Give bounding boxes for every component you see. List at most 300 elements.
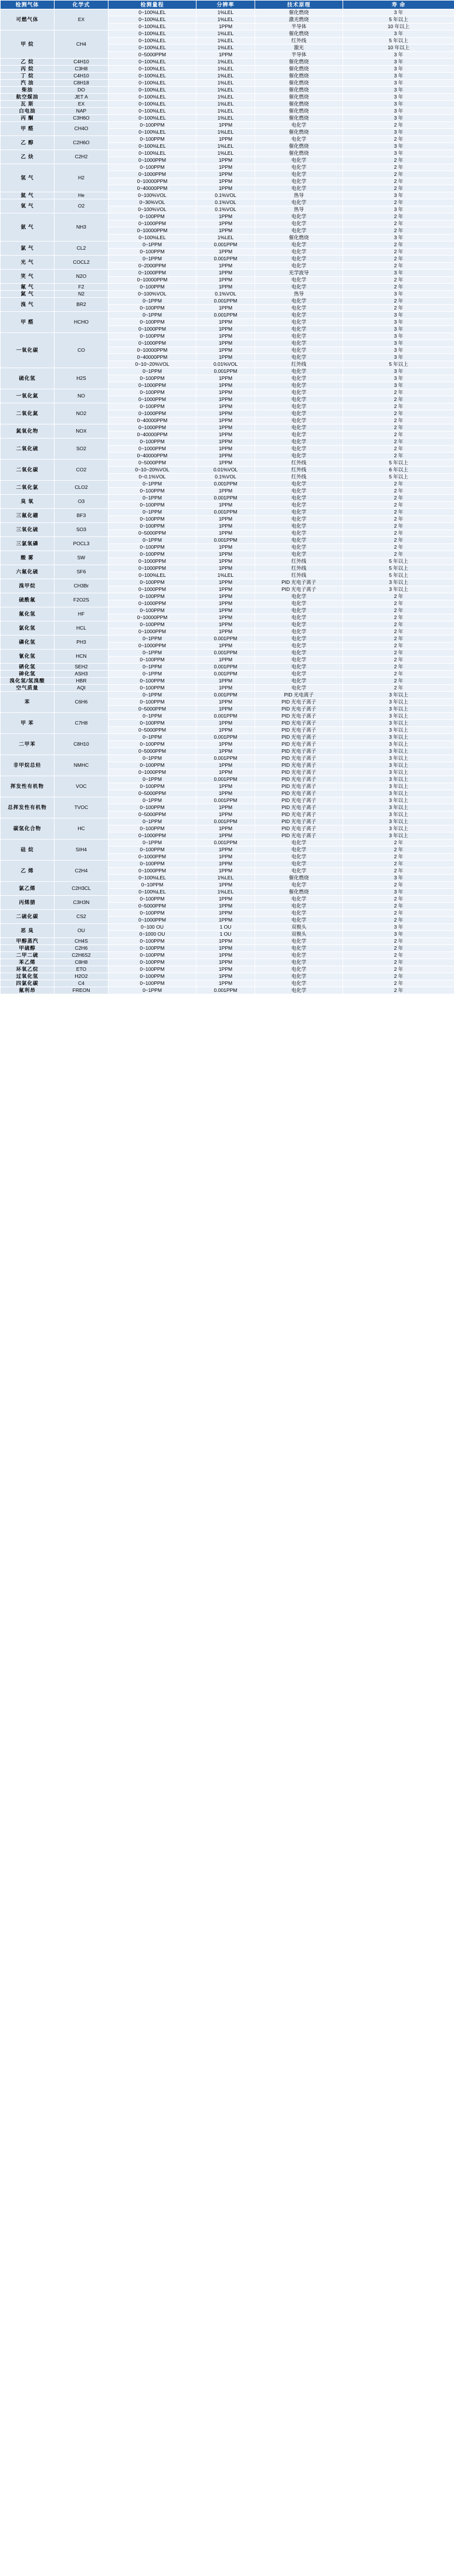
lifetime-cell: 2 年 (343, 917, 454, 924)
technology-cell: 催化燃烧 (255, 59, 343, 66)
lifetime-cell: 3 年 (343, 143, 454, 150)
gas-name-cell: 氯 气 (1, 242, 55, 256)
detection-range-cell: 0~1PPM (109, 734, 196, 741)
detection-range-cell: 0~100PPM (109, 284, 196, 291)
detection-range-cell: 0~1000PPM (109, 854, 196, 861)
resolution-cell: 0.001PPM (196, 256, 255, 263)
technology-cell: 电化学 (255, 284, 343, 291)
detection-range-cell: 0~100%LEL (109, 73, 196, 80)
lifetime-cell: 2 年 (343, 298, 454, 305)
chemical-formula-cell: C8H18 (55, 80, 109, 87)
gas-name-cell: 丙烯腈 (1, 896, 55, 910)
resolution-cell: 1PPM (196, 382, 255, 389)
detection-range-cell: 0~100PPM (109, 488, 196, 495)
technology-cell: 催化燃烧 (255, 143, 343, 150)
gas-name-cell: 氟利昂 (1, 987, 55, 994)
technology-cell: 电化学 (255, 326, 343, 333)
resolution-cell: 1%LEL (196, 889, 255, 896)
table-row (1, 650, 454, 657)
detection-range-cell: 0~5000PPM (109, 811, 196, 818)
resolution-cell: 0.001PPM (196, 797, 255, 804)
technology-cell: 电化学 (255, 537, 343, 544)
gas-name-cell: 甲 醛 (1, 122, 55, 136)
resolution-cell: 1%LEL (196, 38, 255, 45)
technology-cell: 电化学 (255, 509, 343, 516)
lifetime-cell: 2 年 (343, 164, 454, 171)
table-row (1, 551, 454, 558)
technology-cell: 电化学 (255, 643, 343, 650)
detection-range-cell: 0~1PPM (109, 987, 196, 994)
resolution-cell: 0.001PPM (196, 987, 255, 994)
technology-cell: PID 光电子离子 (255, 734, 343, 741)
technology-cell: 催化燃烧 (255, 80, 343, 87)
lifetime-cell: 3 年以上 (343, 818, 454, 825)
table-row (1, 840, 454, 847)
technology-cell: 催化燃烧 (255, 30, 343, 38)
lifetime-cell: 3 年 (343, 129, 454, 136)
table-row (1, 291, 454, 298)
detection-range-cell: 0~100%LEL (109, 16, 196, 23)
detection-range-cell: 0~1000PPM (109, 558, 196, 565)
technology-cell: 电化学 (255, 495, 343, 502)
detection-range-cell: 0~1PPM (109, 818, 196, 825)
detection-range-cell: 0~1000PPM (109, 769, 196, 776)
detection-range-cell: 0~100PPM (109, 523, 196, 530)
lifetime-cell: 5 年以上 (343, 361, 454, 368)
technology-cell: 电化学 (255, 242, 343, 249)
lifetime-cell: 2 年 (343, 980, 454, 987)
lifetime-cell: 3 年 (343, 347, 454, 354)
technology-cell: 电化学 (255, 157, 343, 164)
gas-name-cell: 硫化氢 (1, 368, 55, 389)
table-row (1, 481, 454, 488)
detection-range-cell: 0~100 OU (109, 924, 196, 931)
detection-range-cell: 0~100PPM (109, 439, 196, 446)
detection-range-cell: 0~100PPM (109, 333, 196, 340)
table-header (1, 1, 454, 9)
gas-name-cell: 甲 苯 (1, 713, 55, 734)
technology-cell: 光学波导 (255, 270, 343, 277)
detection-range-cell: 0~1000PPM (109, 396, 196, 403)
technology-cell: 电化学 (255, 502, 343, 509)
table-row (1, 164, 454, 171)
detection-range-cell: 0~100PPM (109, 804, 196, 811)
chemical-formula-cell: HF (55, 607, 109, 621)
resolution-cell: 1PPM (196, 565, 255, 572)
lifetime-cell: 2 年 (343, 227, 454, 235)
lifetime-cell: 3 年 (343, 924, 454, 931)
detection-range-cell: 0~100%LEL (109, 875, 196, 882)
lifetime-cell: 2 年 (343, 854, 454, 861)
lifetime-cell: 2 年 (343, 439, 454, 446)
resolution-cell: 1PPM (196, 607, 255, 614)
resolution-cell: 0.01%VOL (196, 361, 255, 368)
technology-cell: 电化学 (255, 671, 343, 678)
lifetime-cell: 3 年 (343, 319, 454, 326)
detection-range-cell: 0~100PPM (109, 502, 196, 509)
table-row (1, 368, 454, 375)
resolution-cell: 0.001PPM (196, 755, 255, 762)
detection-range-cell: 0~100PPM (109, 621, 196, 628)
detection-range-cell: 0~1000PPM (109, 157, 196, 164)
technology-cell: 电化学 (255, 488, 343, 495)
lifetime-cell: 3 年以上 (343, 790, 454, 797)
table-row (1, 797, 454, 804)
lifetime-cell: 2 年 (343, 396, 454, 403)
technology-cell: 电化学 (255, 600, 343, 607)
gas-name-cell: 溴 气 (1, 298, 55, 312)
detection-range-cell: 0~100PPM (109, 945, 196, 952)
detection-range-cell: 0~100PPM (109, 720, 196, 727)
chemical-formula-cell: C8H8 (55, 959, 109, 966)
lifetime-cell: 3 年 (343, 66, 454, 73)
table-body (1, 9, 454, 994)
technology-cell: PID 光电子离子 (255, 741, 343, 748)
technology-cell: 电化学 (255, 854, 343, 861)
technology-cell: 电化学 (255, 178, 343, 185)
resolution-cell: 1PPM (196, 431, 255, 439)
chemical-formula-cell: C4H10 (55, 59, 109, 66)
technology-cell: 电化学 (255, 628, 343, 635)
technology-cell: 红外线 (255, 460, 343, 467)
technology-cell: 电化学 (255, 171, 343, 178)
resolution-cell: 1PPM (196, 389, 255, 396)
detection-range-cell: 0~100%LEL (109, 87, 196, 94)
table-row (1, 115, 454, 122)
chemical-formula-cell: CL2 (55, 242, 109, 256)
lifetime-cell: 2 年 (343, 973, 454, 980)
lifetime-cell: 2 年 (343, 136, 454, 143)
lifetime-cell: 2 年 (343, 277, 454, 284)
resolution-cell: 1PPM (196, 643, 255, 650)
resolution-cell: 1%LEL (196, 101, 255, 108)
gas-name-cell: 六氟化硫 (1, 565, 55, 579)
gas-name-cell: 氯乙烯 (1, 882, 55, 896)
resolution-cell: 1PPM (196, 249, 255, 256)
technology-cell: 电化学 (255, 635, 343, 643)
detection-range-cell: 0~1000PPM (109, 600, 196, 607)
lifetime-cell: 3 年 (343, 52, 454, 59)
table-row (1, 692, 454, 699)
resolution-cell: 0.001PPM (196, 664, 255, 671)
lifetime-cell: 2 年 (343, 446, 454, 453)
lifetime-cell: 3 年以上 (343, 825, 454, 832)
detection-range-cell: 0~100%LEL (109, 30, 196, 38)
lifetime-cell: 2 年 (343, 417, 454, 424)
resolution-cell: 1PPM (196, 832, 255, 840)
technology-cell: 电化学 (255, 375, 343, 382)
detection-range-cell: 0~100%LEL (109, 115, 196, 122)
resolution-cell: 1PPM (196, 945, 255, 952)
table-row (1, 537, 454, 544)
technology-cell: 电化学 (255, 396, 343, 403)
chemical-formula-cell: BF3 (55, 509, 109, 523)
technology-cell: 电化学 (255, 868, 343, 875)
technology-cell: PID 光电子离子 (255, 586, 343, 593)
technology-cell: 电化学 (255, 319, 343, 326)
resolution-cell: 1%LEL (196, 66, 255, 73)
lifetime-cell: 2 年 (343, 952, 454, 959)
chemical-formula-cell: O3 (55, 495, 109, 509)
lifetime-cell: 5 年以上 (343, 16, 454, 23)
technology-cell: 催化燃烧 (255, 94, 343, 101)
technology-cell: 半导体 (255, 52, 343, 59)
resolution-cell: 1PPM (196, 600, 255, 607)
detection-range-cell: 0~100PPM (109, 579, 196, 586)
lifetime-cell: 2 年 (343, 678, 454, 685)
resolution-cell: 1PPM (196, 333, 255, 340)
technology-cell: 电化学 (255, 424, 343, 431)
table-row (1, 256, 454, 263)
technology-cell: 催化燃烧 (255, 875, 343, 882)
gas-name-cell: 非甲烷总烃 (1, 755, 55, 776)
resolution-cell: 1PPM (196, 227, 255, 235)
detection-range-cell: 0~100PPM (109, 136, 196, 143)
resolution-cell: 1PPM (196, 185, 255, 192)
lifetime-cell: 2 年 (343, 220, 454, 227)
resolution-cell: 1PPM (196, 178, 255, 185)
resolution-cell: 0.001PPM (196, 818, 255, 825)
table-row (1, 312, 454, 319)
table-row (1, 389, 454, 396)
resolution-cell: 1PPM (196, 270, 255, 277)
detection-range-cell: 0~100%LEL (109, 9, 196, 16)
resolution-cell: 0.1%VOL (196, 474, 255, 481)
resolution-cell: 1PPM (196, 23, 255, 30)
chemical-formula-cell: F2O2S (55, 593, 109, 607)
table-row (1, 73, 454, 80)
technology-cell: 电化学 (255, 966, 343, 973)
detection-range-cell: 0~10000PPM (109, 347, 196, 354)
detection-range-cell: 0~100%LEL (109, 101, 196, 108)
table-row (1, 924, 454, 931)
chemical-formula-cell: F2 (55, 284, 109, 291)
detection-range-cell: 0~100%LEL (109, 572, 196, 579)
resolution-cell: 1PPM (196, 446, 255, 453)
table-row (1, 579, 454, 586)
chemical-formula-cell: JET A (55, 94, 109, 101)
lifetime-cell: 2 年 (343, 502, 454, 509)
lifetime-cell: 2 年 (343, 403, 454, 410)
technology-cell: 电化学 (255, 263, 343, 270)
detection-range-cell: 0~100%LEL (109, 23, 196, 30)
detection-range-cell: 0~1PPM (109, 664, 196, 671)
technology-cell: PID 光电子离子 (255, 804, 343, 811)
gas-name-cell: 一氧化碳 (1, 333, 55, 368)
gas-name-cell: 总挥发性有机物 (1, 797, 55, 818)
detection-range-cell: 0~100PPM (109, 966, 196, 973)
chemical-formula-cell: He (55, 192, 109, 199)
resolution-cell: 1PPM (196, 579, 255, 586)
detection-range-cell: 0~100PPM (109, 319, 196, 326)
technology-cell: PID 光电子离子 (255, 699, 343, 706)
chemical-formula-cell: C2H6S2 (55, 952, 109, 959)
detection-range-cell: 0~100%LEL (109, 889, 196, 896)
lifetime-cell: 2 年 (343, 213, 454, 220)
detection-range-cell: 0~100%LEL (109, 80, 196, 87)
gas-name-cell: 丁 烷 (1, 73, 55, 80)
table-row (1, 861, 454, 868)
technology-cell: 电化学 (255, 945, 343, 952)
header-gas-name: 检测气体 (1, 1, 55, 9)
resolution-cell: 1PPM (196, 783, 255, 790)
technology-cell: PID 光电子离子 (255, 783, 343, 790)
gas-name-cell: 碳氢化合物 (1, 818, 55, 840)
gas-name-cell: 氟化氢 (1, 607, 55, 621)
technology-cell: 电化学 (255, 220, 343, 227)
lifetime-cell: 3 年 (343, 368, 454, 375)
chemical-formula-cell: NH3 (55, 213, 109, 242)
technology-cell: 电化学 (255, 882, 343, 889)
chemical-formula-cell: C2H6O (55, 136, 109, 150)
lifetime-cell: 2 年 (343, 263, 454, 270)
lifetime-cell: 2 年 (343, 516, 454, 523)
detection-range-cell: 0~1000PPM (109, 326, 196, 333)
lifetime-cell: 2 年 (343, 635, 454, 643)
resolution-cell: 1PPM (196, 171, 255, 178)
detection-range-cell: 0~5000PPM (109, 530, 196, 537)
chemical-formula-cell: HC (55, 818, 109, 840)
resolution-cell: 1PPM (196, 952, 255, 959)
detection-range-cell: 0~100PPM (109, 607, 196, 614)
gas-name-cell: 乙 醇 (1, 136, 55, 150)
detection-range-cell: 0~1000PPM (109, 917, 196, 924)
gas-name-cell: 氨 气 (1, 213, 55, 242)
resolution-cell: 1PPM (196, 720, 255, 727)
detection-range-cell: 0~100%LEL (109, 94, 196, 101)
lifetime-cell: 3 年 (343, 375, 454, 382)
detection-range-cell: 0~1PPM (109, 671, 196, 678)
technology-cell: PID 光电子离子 (255, 579, 343, 586)
gas-name-cell: 臭 氧 (1, 495, 55, 509)
resolution-cell: 1PPM (196, 966, 255, 973)
resolution-cell: 1%LEL (196, 129, 255, 136)
resolution-cell: 1PPM (196, 375, 255, 382)
resolution-cell: 1PPM (196, 685, 255, 692)
lifetime-cell: 2 年 (343, 256, 454, 263)
detection-range-cell: 0~100PPM (109, 375, 196, 382)
lifetime-cell: 2 年 (343, 424, 454, 431)
lifetime-cell: 2 年 (343, 628, 454, 635)
detection-range-cell: 0~100PPM (109, 938, 196, 945)
gas-name-cell: 三氧化硫 (1, 523, 55, 537)
gas-sensor-spec-table (0, 0, 454, 994)
lifetime-cell: 3 年以上 (343, 741, 454, 748)
detection-range-cell: 0~1000PPM (109, 270, 196, 277)
resolution-cell: 1PPM (196, 410, 255, 417)
detection-range-cell: 0~100%VOL (109, 291, 196, 298)
resolution-cell: 1PPM (196, 896, 255, 903)
detection-range-cell: 0~1000PPM (109, 340, 196, 347)
resolution-cell: 1PPM (196, 157, 255, 164)
technology-cell: 电化学 (255, 896, 343, 903)
detection-range-cell: 0~5000PPM (109, 460, 196, 467)
detection-range-cell: 0~100PPM (109, 657, 196, 664)
detection-range-cell: 0~100%LEL (109, 108, 196, 115)
chemical-formula-cell: C6H6 (55, 692, 109, 713)
detection-range-cell: 0~40000PPM (109, 417, 196, 424)
lifetime-cell: 3 年 (343, 94, 454, 101)
lifetime-cell: 2 年 (343, 593, 454, 600)
lifetime-cell: 2 年 (343, 896, 454, 903)
detection-range-cell: 0~100%LEL (109, 66, 196, 73)
lifetime-cell: 3 年以上 (343, 832, 454, 840)
detection-range-cell: 0~100PPM (109, 122, 196, 129)
detection-range-cell: 0~1PPM (109, 481, 196, 488)
chemical-formula-cell: SF6 (55, 565, 109, 579)
detection-range-cell: 0~100PPM (109, 685, 196, 692)
technology-cell: 电化学 (255, 910, 343, 917)
technology-cell: 红外线 (255, 467, 343, 474)
detection-range-cell: 0~1PPM (109, 495, 196, 502)
resolution-cell: 0.1%VOL (196, 291, 255, 298)
resolution-cell: 1PPM (196, 319, 255, 326)
technology-cell: PID 光电子离子 (255, 748, 343, 755)
resolution-cell: 1PPM (196, 621, 255, 628)
chemical-formula-cell: CH4O (55, 122, 109, 136)
resolution-cell: 1PPM (196, 164, 255, 171)
lifetime-cell: 2 年 (343, 185, 454, 192)
gas-name-cell: 甲 醛 (1, 312, 55, 333)
technology-cell: PID 光电子离子 (255, 762, 343, 769)
table-row (1, 973, 454, 980)
detection-range-cell: 0~100PPM (109, 249, 196, 256)
table-row (1, 882, 454, 889)
resolution-cell: 1PPM (196, 530, 255, 537)
resolution-cell: 0.01%VOL (196, 467, 255, 474)
technology-cell: 电化学 (255, 973, 343, 980)
lifetime-cell: 3 年 (343, 291, 454, 298)
technology-cell: PID 光电子离子 (255, 825, 343, 832)
resolution-cell: 0.001PPM (196, 734, 255, 741)
lifetime-cell: 3 年 (343, 354, 454, 361)
resolution-cell: 0.001PPM (196, 776, 255, 783)
chemical-formula-cell: C7H8 (55, 713, 109, 734)
resolution-cell: 1 OU (196, 931, 255, 938)
lifetime-cell: 2 年 (343, 242, 454, 249)
resolution-cell: 1PPM (196, 551, 255, 558)
detection-range-cell: 0~1000PPM (109, 565, 196, 572)
resolution-cell: 1%LEL (196, 235, 255, 242)
technology-cell: 电化学 (255, 544, 343, 551)
lifetime-cell: 3 年 (343, 382, 454, 389)
lifetime-cell: 3 年 (343, 889, 454, 896)
technology-cell: 半导体 (255, 23, 343, 30)
chemical-formula-cell: C4H10 (55, 73, 109, 80)
detection-range-cell: 0~100%VOL (109, 192, 196, 199)
table-row (1, 192, 454, 199)
technology-cell: PID 光电子离子 (255, 755, 343, 762)
technology-cell: 电化学 (255, 678, 343, 685)
technology-cell: 电化学 (255, 277, 343, 284)
technology-cell: 电化学 (255, 446, 343, 453)
resolution-cell: 1PPM (196, 347, 255, 354)
lifetime-cell: 2 年 (343, 910, 454, 917)
technology-cell: 电化学 (255, 185, 343, 192)
table-row (1, 671, 454, 678)
detection-range-cell: 0~100PPM (109, 544, 196, 551)
table-row (1, 678, 454, 685)
gas-name-cell: 瓦 斯 (1, 101, 55, 108)
technology-cell: 催化燃烧 (255, 73, 343, 80)
technology-cell: 催化燃烧 (255, 889, 343, 896)
detection-range-cell: 0~1000 OU (109, 931, 196, 938)
technology-cell: PID 光电子离子 (255, 776, 343, 783)
detection-range-cell: 0~100%LEL (109, 150, 196, 157)
technology-cell: 电化学 (255, 431, 343, 439)
resolution-cell: 1PPM (196, 340, 255, 347)
technology-cell: 电化学 (255, 249, 343, 256)
